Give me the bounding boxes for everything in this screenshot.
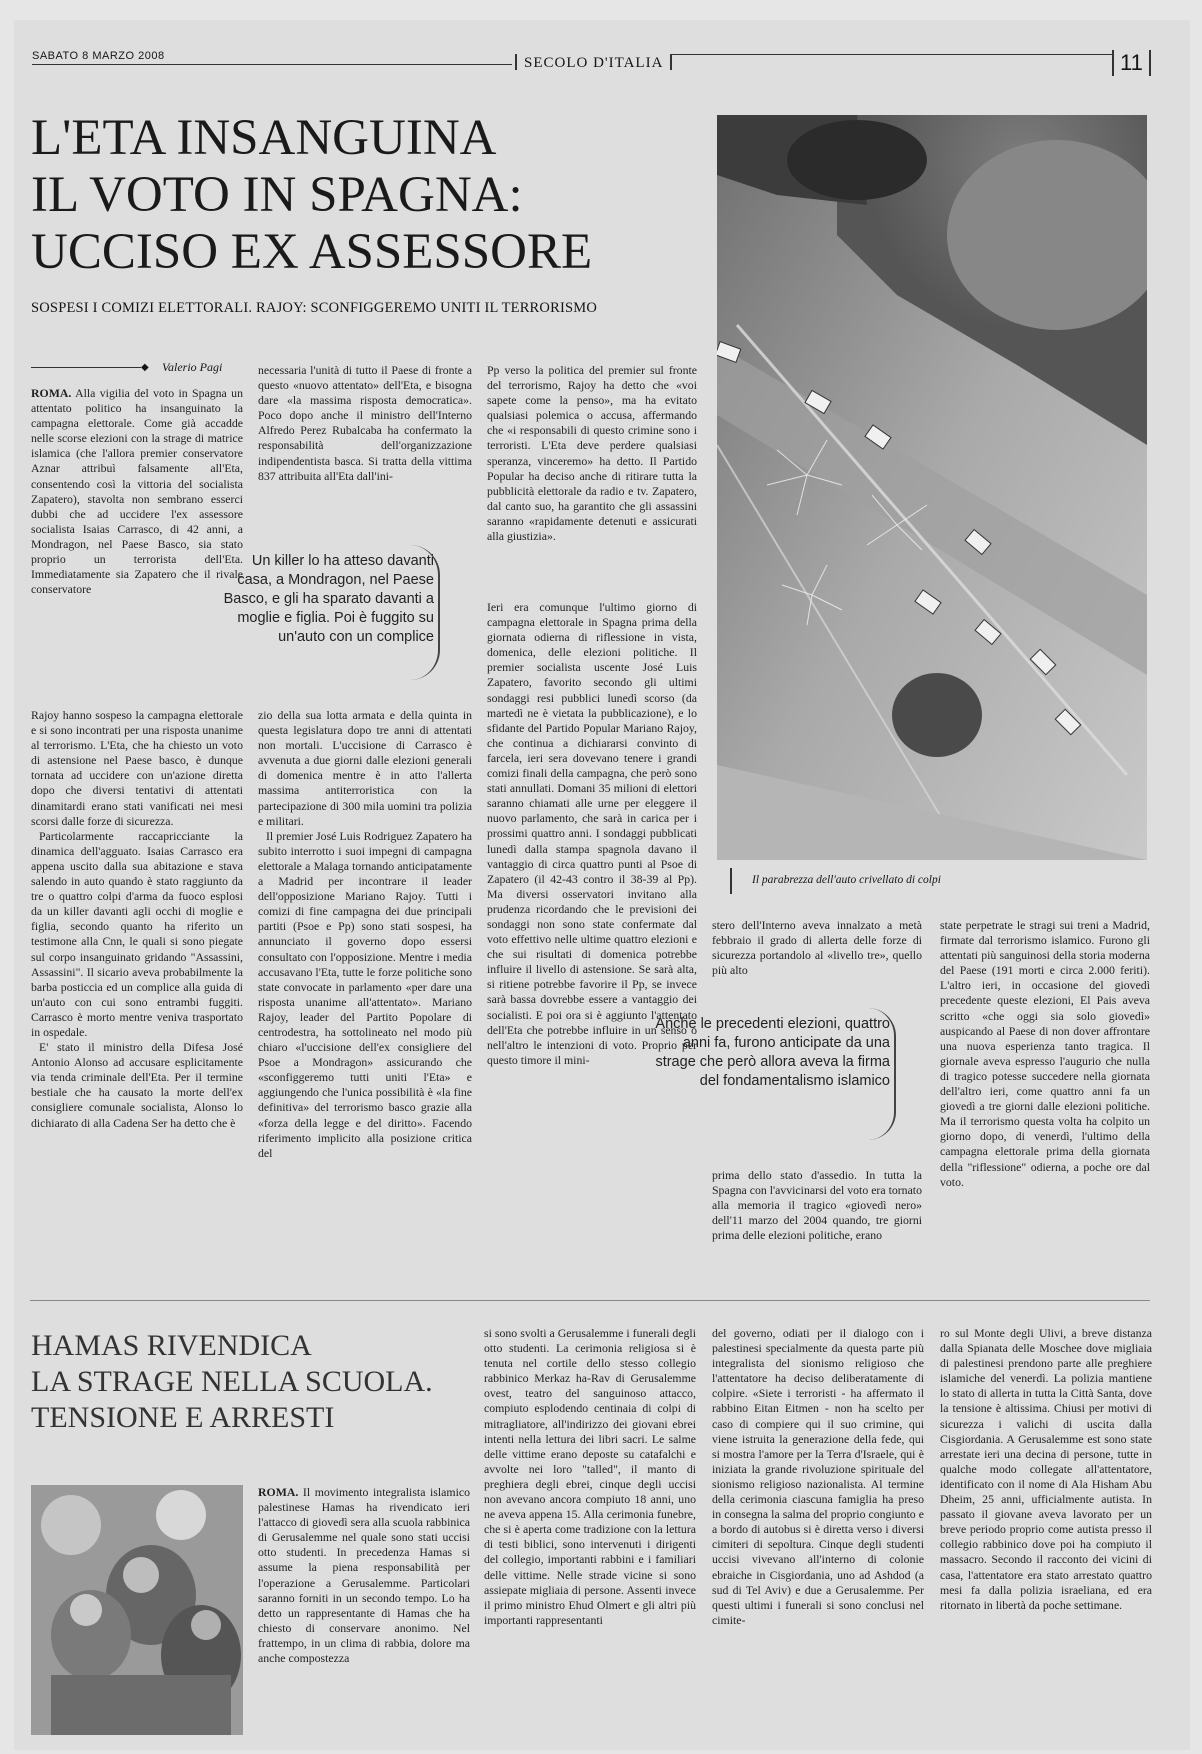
pull-quote-2: Anche le precedenti elezioni, quattro anni fa, furono anticipate da una strage che però allora aveva la firma del fondamentalismo islamico — [655, 1016, 890, 1089]
windshield-photo-image — [717, 115, 1147, 860]
dateline: ROMA. — [31, 386, 72, 400]
paragraph: ro sul Monte degli Ulivi, a breve distanza dalla Spianata delle Moschee dove migliaia di palestinesi prendono parte alle preghiere islamiche del venerdì. La polizia mantiene lo stato di allerta in tutta la Città Santa, dove la tensione è altissima. Chiusi per motivi di sicurezza i valichi di uscita dalla Cisgiordania. A Gerusalemme est sono state arrestate ieri una decina di persone, tutte in qualche modo collegate all'attentatore, identificato con il nome di Ala Hisham Abu Dheim, 25 anni, ufficialmente autista. In passato il giovane aveva lavorato per un breve periodo proprio come autista presso il collegio rabbinico dove poi ha compiuto il massacro. Secondo il racconto dei vicini di casa, l'attentatore era stato arrestato quattro mesi fa dalla polizia israeliana, ed era ritornato in libertà da poche settimane. — [940, 1326, 1152, 1612]
headline-line-3: UCCISO EX ASSESSORE — [31, 224, 593, 280]
main-col2-bottom — [258, 708, 472, 1278]
paragraph: si sono svolti a Gerusalemme i funerali degli otto studenti. La cerimonia religiosa si è tenuta nel cortile dello stesso collegio rabbinico Merkaz ha-Rav di Gerusalemme ovest, teatro del sanguinoso attacco, compiuto esplodendo centinaia di colpi di mitragliatore, all'indirizzo dei giovani ebrei intenti nella lettura dei libri sacri. Le salme delle vittime erano deposte su catafalchi e avvolte nei loro "talled", il manto di preghiera degli ebrei, cinque degli uccisi non avevano ancora compiuto 18 anni, uno ne aveva appena 15. Alla cerimonia funebre, che si è aperta come tradizione con la lettura di testi biblici, sono intervenuti i dirigenti del collegio, importanti rabbini e i familiari delle vittime. Nelle strade vicine si sono assiepate migliaia di persone. Assenti invece il primo ministro Ehud Olmert e gli altri più importanti rappresentanti — [484, 1326, 696, 1627]
dateline: ROMA. — [258, 1485, 299, 1499]
main-headline — [31, 110, 711, 281]
headline-line-2: IL VOTO IN SPAGNA: — [31, 167, 523, 223]
headline-line-3: TENSIONE E ARRESTI — [31, 1401, 335, 1434]
hamas-photo-image — [31, 1485, 243, 1735]
hamas-photo — [31, 1485, 243, 1735]
headline-line-1: L'ETA INSANGUINA — [31, 110, 497, 166]
page-number: 11 — [1112, 50, 1151, 76]
pull-quote-1-bracket — [410, 545, 440, 680]
headline-line-2: LA STRAGE NELLA SCUOLA. — [31, 1365, 433, 1398]
second-col1-text: Il movimento integralista islamico palestinese Hamas ha rivendicato ieri l'attacco di giovedì sera alla scuola rabbinica di Gerusalemme nel quale sono stati uccisi otto studenti. In precedenza Hamas si assume la piena responsabilità per l'operazione a Gerusalemme. Particolari saranno forniti in un secondo tempo. Lo ha detto un rappresentante di Hamas che ha chiesto di conservare anonimo. Nel frattempo, in un clima di rabbia, dolore ma anche compostezza — [258, 1485, 470, 1666]
header-rule-right — [672, 54, 1112, 55]
paragraph: Pp verso la politica del premier sul fronte del terrorismo, Rajoy ha detto che «voi sapete come la penso», ma ha evitato qualsiasi polemica o accusa, affermando che «i responsabili di questo crimine sono i terroristi. L'Eta deve perdere qualsiasi speranza, vinceremo» ha detto. Il Partido Popular ha deciso anche di ritirare tutta la pubblicità elettorale da radio e tv. Zapatero, dal canto suo, ha garantito che gli assassini saranno «rapidamente detenuti e assicurati alla giustizia». — [487, 363, 697, 544]
pull-quote-2-bracket — [868, 1008, 896, 1140]
paragraph: Rajoy hanno sospeso la campagna elettorale e si sono incontrati per una risposta unanime al terrorismo. L'Eta, che ha chiesto un voto di astensione nel Paese basco, è dunque tornata ad uccidere con un'azione diretta dopo che diversi tentativi di attentati dinamitardi erano stati vanificati nei mesi scorsi dalle forze di sicurezza. — [31, 708, 243, 828]
second-col1 — [258, 1485, 470, 1735]
pull-quote-1: Un killer lo ha atteso davanti casa, a Mondragon, nel Paese Basco, e gli ha sparato davanti a moglie e figlia. Poi è fuggito su un'auto con un complice — [223, 553, 434, 645]
main-subtitle: SOSPESI I COMIZI ELETTORALI. RAJOY: SCONFIGGEREMO UNITI IL TERRORISMO — [31, 300, 598, 316]
paragraph: Particolarmente raccapricciante la dinamica dell'agguato. Isaias Carrasco era appena uscito dalla sua abitazione e stava salendo in auto quando è stato raggiunto da tre o quattro colpi d'arma da fuoco esplosi da un killer davanti agli occhi di moglie e figlia, secondo quanto ha riferito un testimone alla Cnn, le quali si sono piegate sul corpo insanguinato gridando "Assassini, Assassini". Il sicario aveva probabilmente la barba posticcia ed un complice alla guida di un'auto con cui sono entrambi fuggiti. Carrasco è morto mentre veniva trasportato in ospedale. — [31, 828, 243, 1039]
main-col3-bottom — [487, 600, 697, 1278]
paragraph: E' stato il ministro della Difesa José Antonio Alonso ad accusare esplicitamente via tenda criminale dell'Eta. Per il termine bestiale che ha causato la morte dell'ex consigliere comunale socialista, Alonso lo dichiarato di alla Cadena Ser ha detto che è — [31, 1040, 243, 1130]
second-headline — [31, 1328, 471, 1436]
main-col1-text: Alla vigilia del voto in Spagna un attentato politico ha insanguinato la campagna elettorale. Come già accadde nelle scorse elezioni con la strage di matrice islamica (che l'allora premier conservatore Aznar attribuì falsamente all'Eta, consentendo così la vittoria del socialista Zapatero), stavolta non sembrano esserci dubbi che ad uccidere l'ex assessore socialista Isaias Carrasco, di 42 anni, a Mondragon, nel Paese Basco, sia stato proprio un terrorista dell'Eta. Immediatamente sia Zapatero che il rivale conservatore — [31, 386, 243, 597]
issue-date: SABATO 8 MARZO 2008 — [32, 50, 165, 62]
paragraph: stero dell'Interno aveva innalzato a metà febbraio il grado di allerta delle forze di sicurezza portandolo al «livello tre», quello più alto — [712, 918, 922, 978]
main-col4-bottom — [712, 1168, 922, 1278]
windshield-photo — [717, 115, 1147, 860]
paragraph: necessaria l'unità di tutto il Paese di fronte a questo «nuovo attentato» dell'Eta, e bisogna dare «la massima risposta democratica». Poco dopo anche il ministro dell'Interno Alfredo Perez Rubalcaba ha confermato la responsabilità dell'organizzazione indipendentista basca. Si tratta della vittima 837 attribuita all'Eta dall'ini- — [258, 363, 472, 483]
byline-rule — [31, 367, 141, 368]
caption-bar — [730, 868, 732, 894]
paragraph: prima dello stato d'assedio. In tutta la Spagna con l'avvicinarsi del voto era tornato alla memoria il tragico «giovedì nero» dell'11 marzo del 2004 quando, tre giorni prima delle elezioni politiche, erano — [712, 1168, 922, 1243]
main-col1-bottom — [31, 708, 243, 1278]
header-divider-2 — [670, 54, 672, 70]
main-col5 — [940, 918, 1150, 1278]
main-col1-top — [31, 386, 243, 696]
paragraph: Il premier José Luis Rodriguez Zapatero ha subito interrotto i suoi impegni di campagna elettorale a Malaga tornando anticipatamente a Madrid per incontrare il leader dell'opposizione Mariano Rajoy. Tutti i comizi di fine campagna dei due principali partiti (Psoe e Pp) sono stati sospesi, ha annunciato il governo dopo essersi consultato con l'opposizione. Mentre i media accusavano l'Eta, tutte le forze politiche sono state convocate in parlamento «per dare una risposta unanime all'attentato». Mariano Rajoy, leader del Partito Popolare di centrodestra, ha sottolineato nel modo più chiaro «l'uccisione dell'ex consigliere del Psoe a Mondragon» assicurando che «sconfiggeremo tutti uniti l'Eta» e aggiungendo che l'unica possibilità è «la fine definitiva» del terrorismo basco grazie alla «forza della legge e del diritto». Facendo riferimento implicito alla posizione critica del — [258, 828, 472, 1160]
main-col3-top — [487, 363, 697, 603]
author-byline: Valerio Pagi — [162, 360, 223, 374]
header-divider — [515, 54, 517, 70]
paragraph: del governo, odiati per il dialogo con i palestinesi specialmente da questa parte più integralista del sionismo religioso che l'attentatore ha deciso deliberatamente di colpire. «Siete i terroristi - ha affermato il rabbino Eitan Eitmen - non ha scelto per caso di compiere qui il suo crimine, qui viene istruita la generazione della fede, qui si mostra l'amore per la Terra d'Israele, qui è iniziata la grande rivoluzione spirituale del sionismo religioso nazionalista. Al termine della cerimonia ciascuna famiglia ha preso in consegna la salma del proprio congiunto e a bordo di autobus si è diretta verso i diversi cimiteri di sepoltura. Cinque degli studenti uccisi vivevano all'interno di colonie ebraiche in Cisgiordania, uno ad Ashdod (a sud di Tel Aviv) e due a Gerusalemme. Per questi ultimi i funerali si sono conclusi nel cimite- — [712, 1326, 924, 1627]
paragraph: Ieri era comunque l'ultimo giorno di campagna elettorale in Spagna prima della giornata odierna di riflessione in vista, domenica, delle elezioni politiche. Il premier socialista uscente José Luis Zapatero, favorito secondo gli ultimi sondaggi resi pubblici lunedì scorso (da martedì ne è vietata la pubblicazione), e lo sfidante del Partido Popular Mariano Rajoy, che continua a dichiararsi convinto di farcela, ieri sera dovevano tenere i grandi comizi finali della campagna, che però sono stati annullati. Domani 35 milioni di elettori saranno chiamati alle urne per eleggere il nuovo parlamento, che sarà in carica per i prossimi quattro anni. I sondaggi pubblicati lunedì dalla stampa spagnola davano il vantaggio di circa quattro punti al Psoe di Zapatero (il 42-43 contro il 38-39 al Pp). Ma diversi osservatori invitano alla prudenza ricordando che le previsioni dei sondaggi non sono state confermate dal voto effettivo nelle ultime quattro elezioni e che sui risultati di domenica potrebbe influire il livello di astensione. Se sarà alta, si ritiene potrebbe favorire il Pp, se invece sarà bassa dovrebbe essere a vantaggio dei socialisti. E poi ora si è aggiunto l'attentato dell'Eta che potrebbe influire in un senso o nell'altro le intenzioni di voto. Proprio per questo timore il mini- — [487, 600, 697, 1067]
paragraph: zio della sua lotta armata e della quinta in questa legislatura dopo tre anni di attentati non mortali. L'uccisione di Carrasco è avvenuta a due giorni dalle elezioni generali di domenica mentre è in atto l'allerta massima antiterroristica con la partecipazione di 300 mila uomini tra polizia e militari. — [258, 708, 472, 828]
headline-line-1: HAMAS RIVENDICA — [31, 1329, 312, 1362]
section-divider — [30, 1300, 1150, 1301]
paragraph: state perpetrate le stragi sui treni a Madrid, firmate dal terrorismo islamico. Furono gli attentati più sanguinosi della storia moderna del Paese (191 morti e circa 2.000 feriti). L'altro ieri, in occasione del giovedì precedente queste elezioni, El Pais aveva scritto «che oggi sia solo giovedì» auspicando al Paese di non dover affrontare una nuova esperienza tanto tragica. Il giornale aveva espresso l'augurio che nulla di tragico potesse succedere nella giornata dell'altro ieri, come quattro anni fa un giovedì a tre giorni dalle elezioni politiche. Ma il terrorismo questa volta ha colpito un giorno dopo, di venerdì, l'ultimo della campagna elettorale prima della giornata della "riflessione" odierna, a poche ore dal voto. — [940, 918, 1150, 1189]
photo-caption: Il parabrezza dell'auto crivellato di colpi — [752, 874, 941, 886]
second-col2 — [484, 1326, 696, 1735]
main-col2-top — [258, 363, 472, 523]
masthead: SECOLO D'ITALIA — [524, 55, 664, 71]
second-col4 — [940, 1326, 1152, 1735]
main-col4-top — [712, 918, 922, 990]
second-col3 — [712, 1326, 924, 1735]
header-rule-left — [32, 64, 512, 65]
byline-diamond-icon: ◆ — [141, 362, 149, 373]
